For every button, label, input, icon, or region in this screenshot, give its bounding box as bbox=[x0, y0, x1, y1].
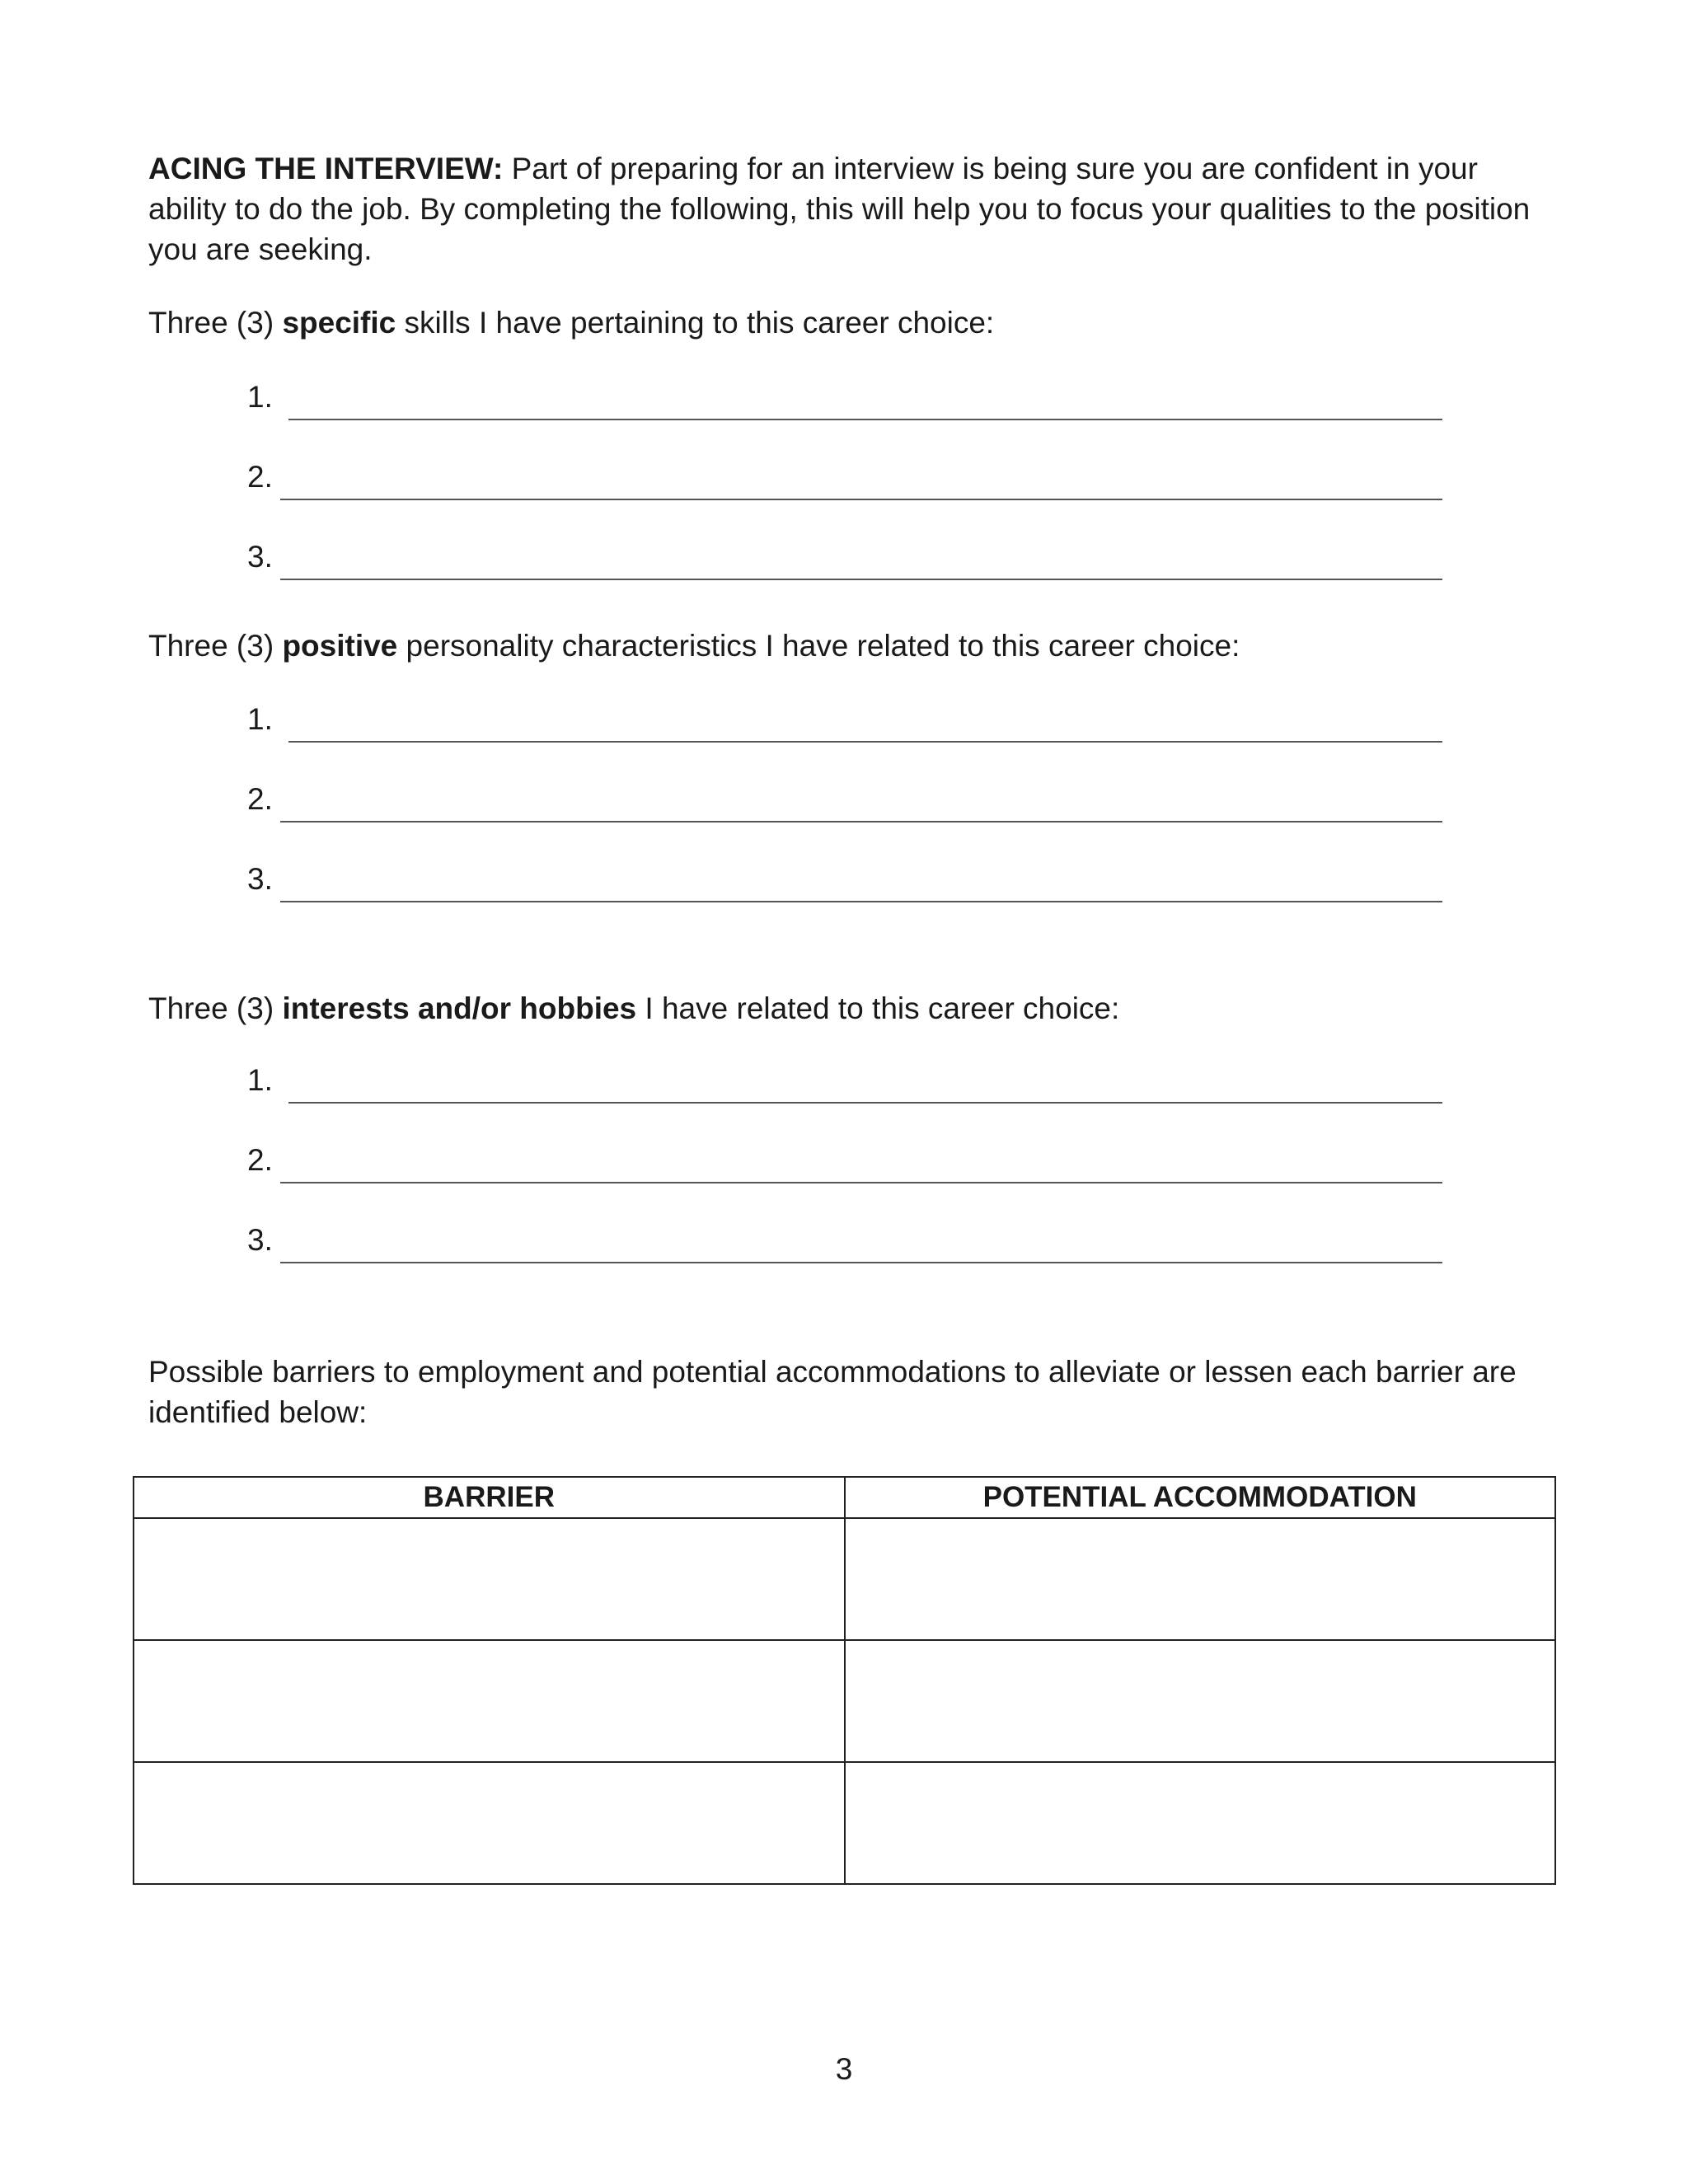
barriers-paragraph: Possible barriers to employment and potential accommodations to alleviate or lessen each barrier are identified below: bbox=[148, 1355, 1517, 1429]
interests-prompt-bold: interests and/or hobbies bbox=[282, 991, 637, 1025]
item-number: 1. bbox=[247, 1063, 273, 1097]
personality-prompt-bold: positive bbox=[282, 629, 398, 663]
intro-paragraph bbox=[148, 148, 1533, 269]
answer-rule bbox=[288, 419, 1442, 420]
barrier-cell[interactable] bbox=[134, 1640, 845, 1762]
skills-prompt-suffix: skills I have pertaining to this career choice: bbox=[396, 306, 995, 340]
personality-prompt bbox=[148, 626, 1533, 666]
table-header-row bbox=[134, 1477, 1555, 1518]
answer-rule bbox=[288, 741, 1442, 743]
interests-prompt-prefix: Three (3) bbox=[148, 991, 283, 1025]
interests-answer-line-1[interactable] bbox=[247, 1062, 1442, 1104]
page-number: 3 bbox=[835, 2052, 853, 2086]
barrier-accommodation-table bbox=[133, 1476, 1556, 1885]
interests-answer-line-2[interactable] bbox=[247, 1142, 1442, 1183]
table-row bbox=[134, 1762, 1555, 1884]
interests-answer-line-3[interactable] bbox=[247, 1222, 1442, 1263]
personality-answer-line-3[interactable] bbox=[247, 861, 1442, 902]
barrier-column-header: BARRIER bbox=[134, 1477, 845, 1518]
personality-prompt-suffix: personality characteristics I have related to this career choice: bbox=[397, 629, 1240, 663]
personality-answer-line-2[interactable] bbox=[247, 781, 1442, 823]
item-number: 1. bbox=[247, 380, 273, 414]
table-row bbox=[134, 1640, 1555, 1762]
item-number: 3. bbox=[247, 1223, 273, 1257]
accommodation-cell[interactable] bbox=[845, 1518, 1556, 1640]
answer-rule bbox=[288, 1102, 1442, 1104]
personality-prompt-prefix: Three (3) bbox=[148, 629, 283, 663]
skills-prompt-prefix: Three (3) bbox=[148, 306, 283, 340]
answer-rule bbox=[280, 901, 1442, 902]
intro-heading: ACING THE INTERVIEW: bbox=[148, 152, 504, 185]
accommodation-column-header: POTENTIAL ACCOMMODATION bbox=[845, 1477, 1556, 1518]
answer-rule bbox=[280, 1182, 1442, 1183]
skills-prompt-bold: specific bbox=[282, 306, 396, 340]
interests-prompt-suffix: I have related to this career choice: bbox=[636, 991, 1120, 1025]
item-number: 1. bbox=[247, 702, 273, 736]
item-number: 3. bbox=[247, 862, 273, 896]
intro-text: Part of preparing for an interview is being sure you are confident in your ability to do the job. By completing the following, this will help you to focus your qualities to the position you are seeking. bbox=[148, 152, 1531, 266]
item-number: 3. bbox=[247, 540, 273, 574]
answer-rule bbox=[280, 499, 1442, 500]
table-row bbox=[134, 1518, 1555, 1640]
answer-rule bbox=[280, 821, 1442, 823]
skills-answer-line-2[interactable] bbox=[247, 459, 1442, 500]
accommodation-cell[interactable] bbox=[845, 1640, 1556, 1762]
answer-rule bbox=[280, 579, 1442, 580]
accommodation-cell[interactable] bbox=[845, 1762, 1556, 1884]
item-number: 2. bbox=[247, 1143, 273, 1177]
skills-prompt bbox=[148, 302, 1533, 343]
barrier-cell[interactable] bbox=[134, 1762, 845, 1884]
item-number: 2. bbox=[247, 782, 273, 816]
personality-answer-line-1[interactable] bbox=[247, 701, 1442, 743]
barrier-cell[interactable] bbox=[134, 1518, 845, 1640]
item-number: 2. bbox=[247, 460, 273, 494]
interests-prompt bbox=[148, 988, 1533, 1029]
skills-answer-line-1[interactable] bbox=[247, 379, 1442, 420]
skills-answer-line-3[interactable] bbox=[247, 539, 1442, 580]
answer-rule bbox=[280, 1262, 1442, 1263]
